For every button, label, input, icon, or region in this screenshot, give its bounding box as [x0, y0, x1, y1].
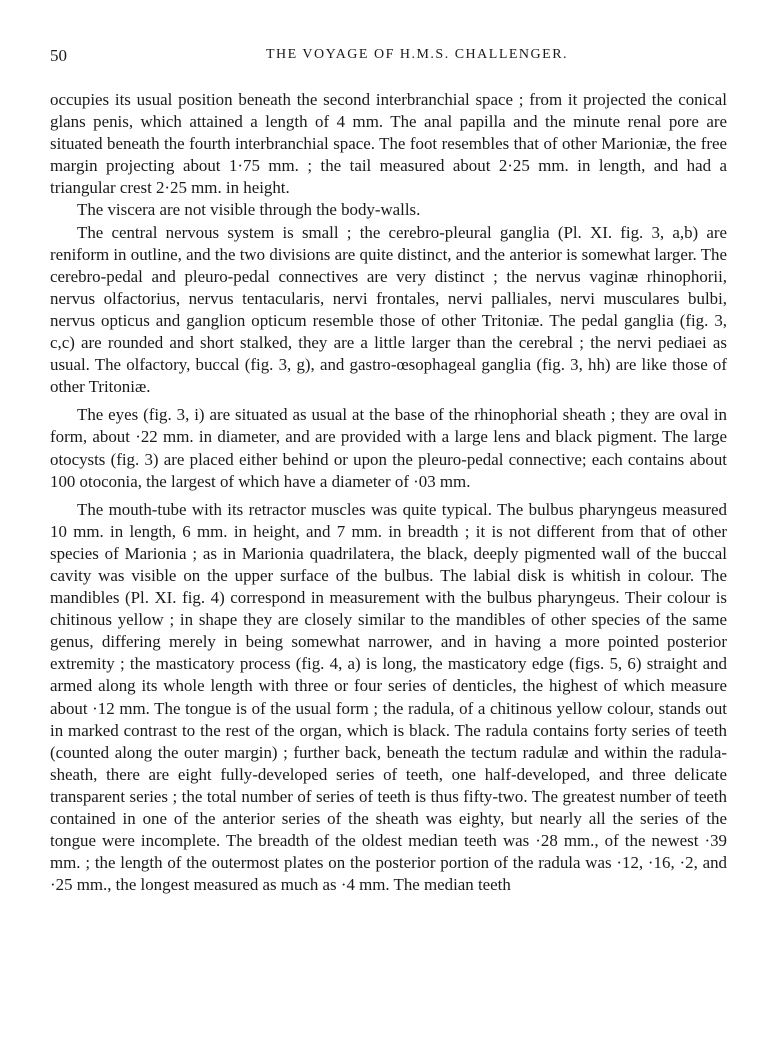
paragraph-mouth-tube: The mouth-tube with its retractor muscles was quite typical. The bulbus pharyngeus measured 10 mm. in length, 6 mm. in height, and 7 mm. in breadth ; it is not different from that of other species of Marionia ; as in Marionia quadrilatera, the black, deeply pigmented wall of the buccal cavity was visible on the upper surface of the bulbus. The labial disk is whitish in colour. The mandibles (Pl. XI. fig. 4) correspond in measurement with the bulbus pharyngeus. Their colour is chitinous yellow ; in shape they are closely similar to the mandibles of other species of the same genus, differing merely in being somewhat narrower, and in having a more pointed posterior extremity ; the masticatory process (fig. 4, a) is long, the masticatory edge (figs. 5, 6) straight and armed along its whole length with three or four series of denticles, the highest of which measure about ·12 mm. The tongue is of the usual form ; the radula, of a chitinous yellow colour, stands out in marked contrast to the rest of the organ, which is black. The radula contains forty series of teeth (counted along the outer margin) ; further back, beneath the tectum radulæ and within the radula-sheath, there are eight fully-developed series of teeth, one half-developed, and three delicate transparent series ; the total number of series of teeth is thus fifty-two. The greatest number of teeth contained in one of the anterior series of the sheath was eighty, but nearly all the series of the tongue were incomplete. The breadth of the oldest median teeth was ·28 mm., of the newest ·39 mm. ; the length of the outermost plates on the posterior portion of the radula was ·12, ·16, ·2, and ·25 mm., the longest measured as much as ·4 mm. The median teeth: [50, 499, 727, 895]
body-text: [50, 89, 727, 896]
paragraph-viscera: The viscera are not visible through the body-walls.: [77, 200, 421, 220]
page-number: 50: [50, 46, 67, 65]
paragraph-nervous-system: The central nervous system is small ; the cerebro-pleural ganglia (Pl. XI. fig. 3, a,b) are reniform in outline, and the two divisions are quite distinct, and the anterior is somewhat larger. The cerebro-pedal and pleuro-pedal connectives are very distinct ; the nervus vaginæ rhinophorii, nervus olfactorius, nervus tentacularis, nervi frontales, nervi palliales, nervi musculares bulbi, nervus opticus and ganglion opticum resemble those of other Tritoniæ. The pedal ganglia (fig. 3, c,c) are rounded and short stalked, they are a little larger than the cerebral ; the nervi pediaei as usual. The olfactory, buccal (fig. 3, g), and gastro-œsophageal ganglia (fig. 3, hh) are like those of other Tritoniæ.: [50, 222, 727, 397]
paragraph-eyes: The eyes (fig. 3, i) are situated as usual at the base of the rhinophorial sheath ; they are oval in form, about ·22 mm. in diameter, and are provided with a large lens and black pigment. The large otocysts (fig. 3) are placed either behind or upon the pleuro-pedal connective; each contains about 100 otoconia, the largest of which have a diameter of ·03 mm.: [50, 405, 727, 491]
running-title: THE VOYAGE OF H.M.S. CHALLENGER.: [265, 47, 569, 62]
paragraph-continuation: occupies its usual position beneath the second interbranchial space ; from it projected the conical glans penis, which attained a length of 4 mm. The anal papilla and the minute renal pore are situated beneath the fourth interbranchial space. The foot resembles that of other Marioniæ, the free margin projecting about 1·75 mm. ; the tail measured about 2·25 mm. in length, and had a triangular crest 2·25 mm. in height.: [50, 90, 727, 198]
